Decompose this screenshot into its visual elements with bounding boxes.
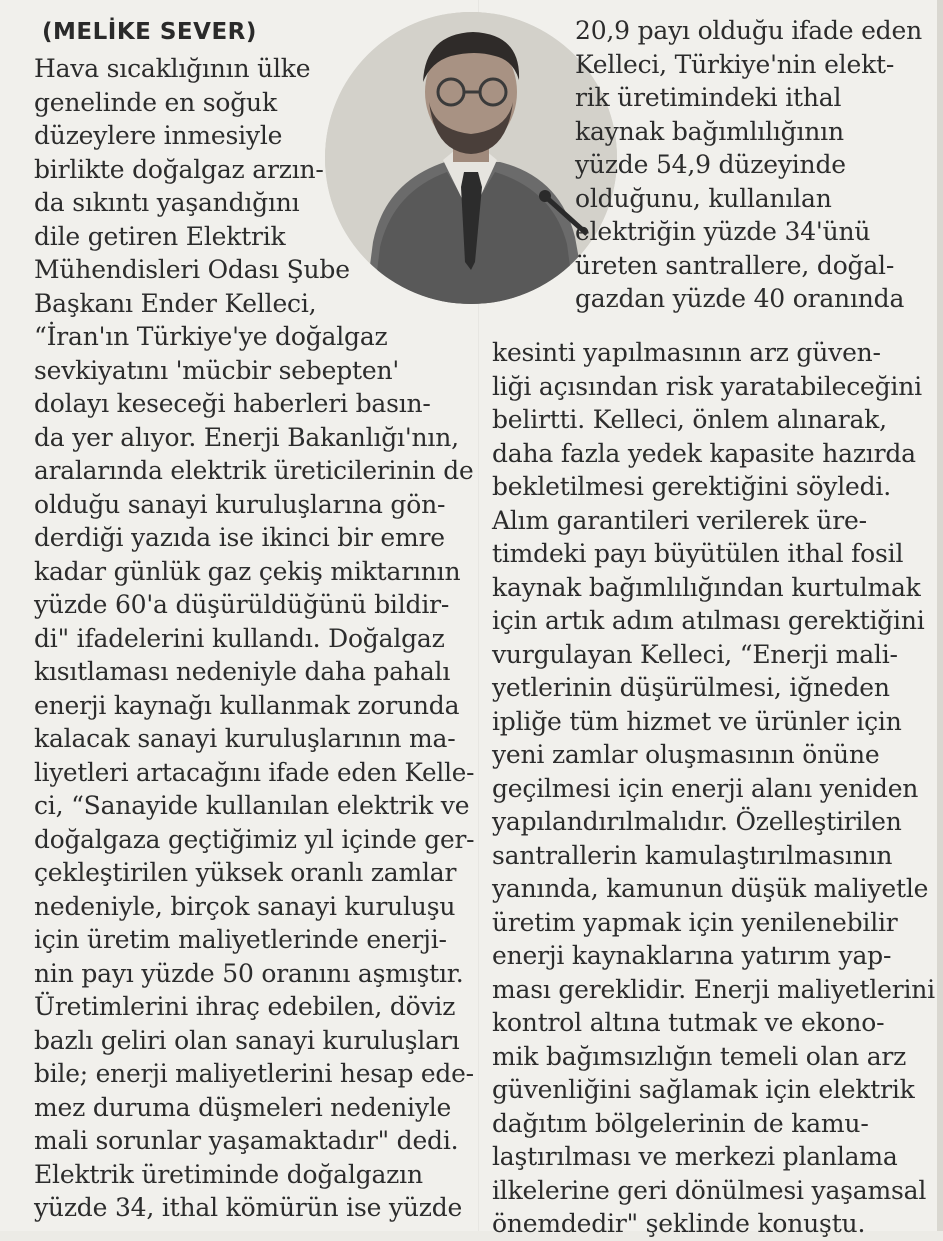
text-line: doğalgaza geçtiğimiz yıl içinde ger-: [34, 824, 475, 854]
text-line: Kelleci, Türkiye'nin elekt-: [575, 49, 895, 79]
text-line: yanında, kamunun düşük maliyetle: [492, 874, 929, 903]
text-line: enerji kaynaklarına yatırım yap-: [492, 941, 892, 970]
text-line: dağıtım bölgelerinin de kamu-: [492, 1108, 869, 1138]
text-line: daha fazla yedek kapasite hazırda: [492, 438, 916, 468]
text-line: yüzde 54,9 düzeyinde: [575, 150, 846, 179]
text-line: Mühendisleri Odası Şube: [34, 255, 350, 284]
byline: (MELİKE SEVER): [42, 19, 257, 45]
text-line: bile; enerji maliyetlerini hesap ede-: [34, 1059, 474, 1088]
text-line: gazdan yüzde 40 oranında: [575, 284, 905, 313]
text-line: Üretimlerini ihraç edebilen, döviz: [34, 992, 456, 1021]
text-line: genelinde en soğuk: [34, 87, 277, 117]
text-line: nin payı yüzde 50 oranını aşmıştır.: [34, 958, 464, 988]
text-line: mali sorunlar yaşamaktadır" dedi.: [34, 1126, 459, 1155]
text-line: geçilmesi için enerji alanı yeniden: [492, 773, 919, 803]
text-line: 20,9 payı olduğu ifade eden: [575, 16, 922, 45]
right-column-top: [575, 14, 925, 316]
text-line: Hava sıcaklığının ülke: [34, 54, 311, 83]
text-line: kesinti yapılmasının arz güven-: [492, 338, 881, 367]
text-line: mik bağımsızlığın temeli olan arz: [492, 1041, 907, 1071]
text-line: kaynak bağımlılığının: [575, 116, 844, 146]
text-line: dolayı keseceği haberleri basın-: [34, 389, 431, 418]
text-line: kalacak sanayi kuruluşlarının ma-: [34, 724, 456, 753]
text-line: santrallerin kamulaştırılmasının: [492, 840, 893, 870]
text-line: kısıtlaması nedeniyle daha pahalı: [34, 657, 451, 686]
text-line: üreten santrallere, doğal-: [575, 250, 895, 280]
text-line: güvenliğini sağlamak için elektrik: [492, 1075, 915, 1104]
text-line: liği açısından risk yaratabileceğini: [492, 371, 922, 401]
text-line: di" ifadelerini kullandı. Doğalgaz: [34, 623, 445, 653]
text-line: yüzde 60'a düşürüldüğünü bildir-: [34, 590, 450, 619]
text-line: vurgulayan Kelleci, “Enerji mali-: [492, 639, 898, 669]
text-line: düzeylere inmesiyle: [34, 121, 283, 150]
text-line: bazlı geliri olan sanayi kuruluşları: [34, 1025, 460, 1055]
text-line: da sıkıntı yaşandığını: [34, 188, 300, 217]
text-line: çekleştirilen yüksek oranlı zamlar: [34, 858, 457, 887]
text-line: bekletilmesi gerektiğini söyledi.: [492, 472, 891, 501]
text-line: timdeki payı büyütülen ithal fosil: [492, 539, 904, 568]
text-line: yetlerinin düşürülmesi, iğneden: [492, 673, 890, 702]
text-line: üretim yapmak için yenilenebilir: [492, 907, 898, 937]
text-line: yeni zamlar oluşmasının önüne: [492, 740, 880, 769]
text-line: ipliğe tüm hizmet ve ürünler için: [492, 706, 902, 736]
scan-edge: [937, 0, 943, 1231]
text-line: “İran'ın Türkiye'ye doğalgaz: [34, 322, 388, 351]
text-line: için üretim maliyetlerinde enerji-: [34, 925, 447, 954]
text-line: rik üretimindeki ithal: [575, 83, 842, 112]
text-line: olduğunu, kullanılan: [575, 183, 832, 213]
text-line: elektriğin yüzde 34'ünü: [575, 217, 871, 246]
text-line: da yer alıyor. Enerji Bakanlığı'nın,: [34, 422, 459, 452]
text-line: kadar günlük gaz çekiş miktarının: [34, 556, 461, 586]
text-line: kontrol altına tutmak ve ekono-: [492, 1008, 885, 1037]
text-line: kaynak bağımlılığından kurtulmak: [492, 572, 921, 602]
text-line: yüzde 34, ithal kömürün ise yüzde: [34, 1193, 463, 1222]
text-line: sevkiyatını 'mücbir sebepten': [34, 355, 400, 385]
text-line: ci, “Sanayide kullanılan elektrik ve: [34, 791, 470, 820]
text-line: önemdedir" şeklinde konuştu.: [492, 1209, 866, 1238]
text-line: Alım garantileri verilerek üre-: [492, 505, 867, 535]
text-line: ması gereklidir. Enerji maliyetlerini: [492, 974, 935, 1004]
text-line: enerji kaynağı kullanmak zorunda: [34, 690, 460, 720]
text-line: ilkelerine geri dönülmesi yaşamsal: [492, 1175, 927, 1205]
text-line: aralarında elektrik üreticilerinin de: [34, 456, 474, 485]
text-line: olduğu sanayi kuruluşlarına gön-: [34, 489, 446, 519]
text-line: derdiği yazıda ise ikinci bir emre: [34, 523, 445, 552]
right-column: [492, 336, 937, 1241]
text-line: için artık adım atılması gerektiğini: [492, 606, 925, 635]
text-line: dile getiren Elektrik: [34, 221, 286, 251]
text-line: yapılandırılmalıdır. Özelleştirilen: [492, 807, 902, 836]
left-column: [34, 52, 474, 1225]
text-line: Elektrik üretiminde doğalgazın: [34, 1159, 423, 1189]
text-line: mez duruma düşmeleri nedeniyle: [34, 1092, 452, 1122]
text-line: Başkanı Ender Kelleci,: [34, 288, 317, 318]
text-line: laştırılması ve merkezi planlama: [492, 1142, 898, 1171]
text-line: nedeniyle, birçok sanayi kuruluşu: [34, 891, 456, 921]
text-line: belirtti. Kelleci, önlem alınarak,: [492, 405, 887, 434]
text-line: liyetleri artacağını ifade eden Kelle-: [34, 757, 475, 787]
text-line: birlikte doğalgaz arzın-: [34, 154, 324, 184]
